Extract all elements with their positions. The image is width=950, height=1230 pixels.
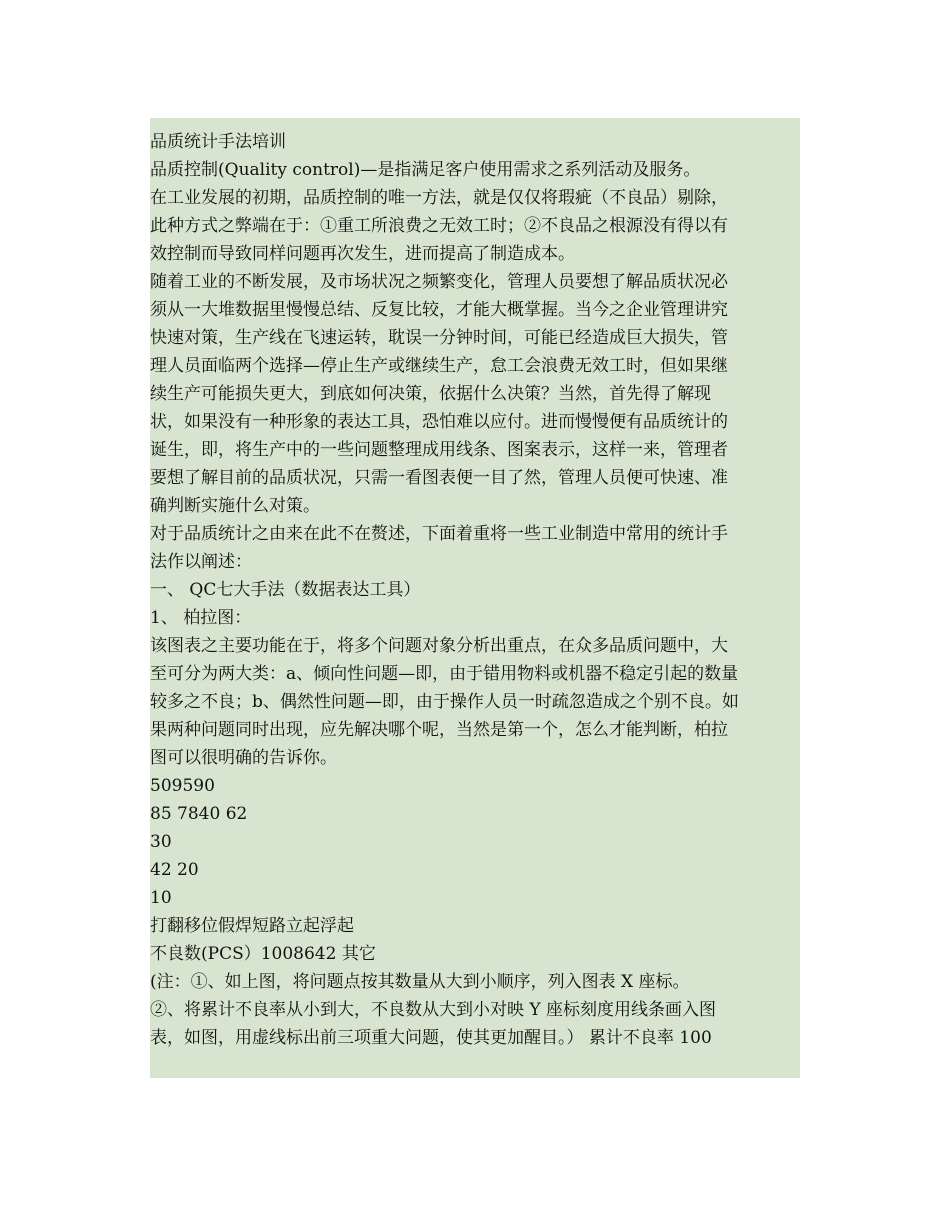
- paragraph-line: 较多之不良；b、偶然性问题—即，由于操作人员一时疏忽造成之个别不良。如: [150, 692, 739, 712]
- paragraph-line: 理人员面临两个选择—停止生产或继续生产，怠工会浪费无效工时，但如果继: [150, 356, 728, 376]
- paragraph-line: 须从一大堆数据里慢慢总结、反复比较，才能大概掌握。当今之企业管理讲究: [150, 300, 728, 320]
- paragraph-line: 诞生，即，将生产中的一些问题整理成用线条、图案表示，这样一来，管理者: [150, 440, 728, 460]
- section-heading: 一、 QC七大手法（数据表达工具）: [150, 580, 421, 600]
- paragraph-line: 至可分为两大类：a、倾向性问题—即，由于错用物料或机器不稳定引起的数量: [150, 664, 739, 684]
- chart-residue-line: 509590: [150, 776, 215, 796]
- paragraph-line: 状，如果没有一种形象的表达工具，恐怕难以应付。进而慢慢便有品质统计的: [150, 412, 728, 432]
- chart-residue-line: 不良数(PCS）1008642 其它: [150, 944, 376, 964]
- paragraph-line: 快速对策，生产线在飞速运转，耽误一分钟时间，可能已经造成巨大损失，管: [150, 328, 728, 348]
- subsection-heading: 1、 柏拉图：: [150, 608, 252, 628]
- paragraph-line: 该图表之主要功能在于，将多个问题对象分析出重点，在众多品质问题中，大: [150, 636, 728, 656]
- document-page: [150, 118, 800, 1078]
- paragraph-line: 法作以阐述：: [150, 552, 252, 572]
- paragraph-line: 随着工业的不断发展，及市场状况之频繁变化，管理人员要想了解品质状况必: [150, 272, 728, 292]
- paragraph-line: 要想了解目前的品质状况，只需一看图表便一目了然，管理人员便可快速、准: [150, 468, 728, 488]
- chart-residue-line: 打翻移位假焊短路立起浮起: [150, 916, 354, 936]
- paragraph-line: 效控制而导致同样问题再次发生，进而提高了制造成本。: [150, 244, 575, 264]
- paragraph-line: 此种方式之弊端在于：①重工所浪费之无效工时；②不良品之根源没有得以有: [150, 216, 728, 236]
- paragraph-line: 续生产可能损失更大，到底如何决策，依据什么决策？当然，首先得了解现: [150, 384, 711, 404]
- note-line: (注：①、如上图，将问题点按其数量从大到小顺序，列入图表 X 座标。: [150, 972, 690, 992]
- chart-residue-line: 30: [150, 832, 172, 852]
- paragraph-line: 对于品质统计之由来在此不在赘述，下面着重将一些工业制造中常用的统计手: [150, 524, 728, 544]
- chart-residue-line: 42 20: [150, 860, 199, 880]
- note-line: ②、将累计不良率从小到大，不良数从大到小对映 Y 座标刻度用线条画入图: [150, 1000, 717, 1020]
- doc-title: 品质统计手法培训: [150, 132, 286, 152]
- paragraph-line: 确判断实施什么对策。: [150, 496, 320, 516]
- chart-residue-line: 85 7840 62: [150, 804, 248, 824]
- definition-line: 品质控制(Quality control)—是指满足客户使用需求之系列活动及服务。: [150, 160, 701, 180]
- paragraph-line: 在工业发展的初期，品质控制的唯一方法，就是仅仅将瑕疵（不良品）剔除，: [150, 188, 728, 208]
- paragraph-line: 果两种问题同时出现，应先解决哪个呢，当然是第一个，怎么才能判断，柏拉: [150, 720, 728, 740]
- paragraph-line: 图可以很明确的告诉你。: [150, 748, 337, 768]
- chart-residue-line: 10: [150, 888, 172, 908]
- note-line: 表，如图，用虚线标出前三项重大问题，使其更加醒目。） 累计不良率 100: [150, 1028, 712, 1048]
